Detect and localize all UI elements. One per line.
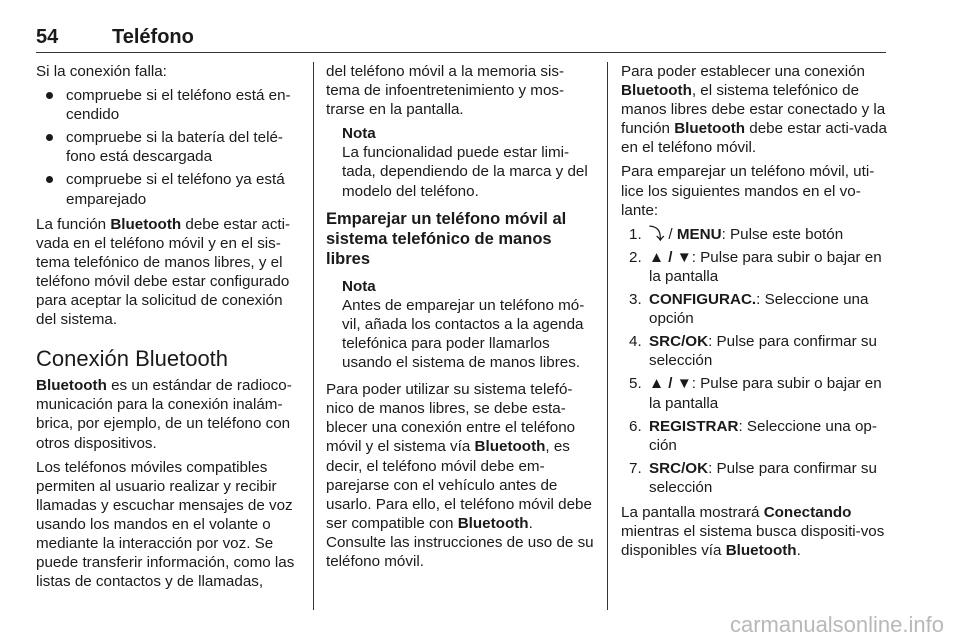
list-item: compruebe si la batería del telé-fono está descargada bbox=[36, 128, 302, 166]
paragraph: Los teléfonos móviles compatibles permiten al usuario realizar y recibir llamadas y escuchar mensajes de voz usando los mandos en el volante o mediante la interacción por voz. Se puede transferir información, como las listas de contactos y de llamadas, bbox=[36, 458, 295, 591]
paragraph: Bluetooth es un estándar de radioco-municación para la conexión inalám-brica, por ejemplo, de un teléfono con otros dispositivos. bbox=[36, 377, 292, 452]
column-2 bbox=[326, 62, 594, 576]
section-heading: Conexión Bluetooth bbox=[36, 346, 229, 372]
paragraph: La función Bluetooth debe estar acti-vada en el teléfono móvil y en el sis-tema telefónico de manos libres, y el teléfono móvil debe estar configurado para aceptar la solicitud de conexión del sistema. bbox=[36, 215, 291, 329]
list-item: 6. REGISTRAR: Seleccione una op-ción bbox=[629, 417, 877, 454]
paragraph: Para poder establecer una conexión Bluetooth, el sistema telefónico de manos libres debe estar conectado y la función Bluetooth debe estar acti-vada en el teléfono móvil. bbox=[621, 63, 887, 157]
list-item: 3. CONFIGURAC.: Seleccione una opción bbox=[629, 291, 869, 328]
paragraph: del teléfono móvil a la memoria sis-tema de infoentretenimiento y mos-trarse en la pantalla. bbox=[326, 63, 565, 119]
note-title: Nota bbox=[342, 125, 376, 143]
list-item: 4. SRC/OK: Pulse para confirmar su selección bbox=[629, 333, 877, 370]
list-item: compruebe si el teléfono ya está emparejado bbox=[36, 170, 302, 208]
paragraph: Para emparejar un teléfono móvil, uti-lice los siguientes mandos en el vo-lante: bbox=[621, 163, 875, 219]
bullet-dot bbox=[46, 134, 53, 141]
note-box bbox=[326, 124, 594, 200]
bullet-dot bbox=[46, 92, 53, 99]
column-divider-1 bbox=[313, 62, 314, 610]
steps-list bbox=[621, 225, 889, 497]
list-item: 1. ⤵ / MENU: Pulse este botón bbox=[629, 225, 844, 243]
list-item: 7. SRC/OK: Pulse para confirmar su selección bbox=[629, 459, 877, 496]
paragraph: La pantalla mostrará Conectando mientras el sistema busca dispositi-vos disponibles vía Bluetooth. bbox=[621, 503, 885, 560]
intro-text: Si la conexión falla: bbox=[36, 63, 167, 80]
paragraph: Para poder utilizar su sistema telefó-nico de manos libres, se debe esta-blecer una conexión entre el teléfono móvil y el sistema vía Bluetooth, es decir, el teléfono móvil debe em-parejarse con el vehículo antes de usarlo. Para ello, el teléfono móvil debe ser compatible con Bluetooth. Consulte las instrucciones de uso de su teléfono móvil. bbox=[326, 381, 594, 570]
column-1 bbox=[36, 62, 302, 596]
list-item: compruebe si el teléfono está en-cendido bbox=[36, 86, 302, 124]
note-title: Nota bbox=[342, 277, 376, 295]
bullet-list bbox=[36, 86, 302, 209]
phone-icon: ⤵ bbox=[649, 225, 665, 243]
note-box bbox=[326, 277, 594, 372]
note-text: Antes de emparejar un teléfono mó-vil, añada los contactos a la agenda telefónica para poder llamarlos usando el sistema de manos libres. bbox=[342, 296, 585, 372]
page-header bbox=[36, 24, 886, 50]
column-3 bbox=[621, 62, 889, 565]
bullet-dot bbox=[46, 176, 53, 183]
list-item: 5. ▲ / ▼: Pulse para subir o bajar en la pantalla bbox=[629, 375, 882, 412]
page-title: Teléfono bbox=[112, 26, 194, 48]
page-number: 54 bbox=[36, 26, 59, 48]
note-text: La funcionalidad puede estar limi-tada, dependiendo de la marca y del modelo del teléfono. bbox=[342, 144, 588, 200]
header-rule bbox=[36, 52, 886, 53]
watermark: carmanualsonline.info bbox=[729, 612, 944, 637]
column-divider-2 bbox=[607, 62, 608, 610]
list-item: 2. ▲ / ▼: Pulse para subir o bajar en la pantalla bbox=[629, 248, 882, 285]
subsection-heading: Emparejar un teléfono móvil al sistema telefónico de manos libres bbox=[326, 209, 567, 268]
